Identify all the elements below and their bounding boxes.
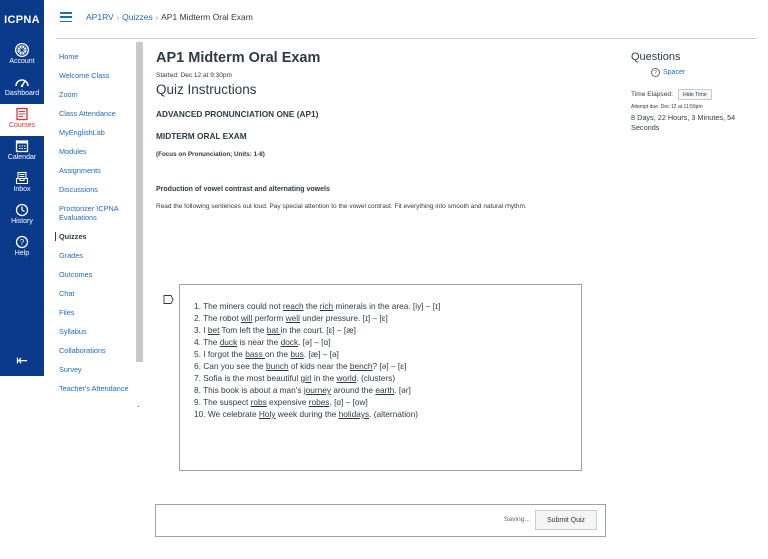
target-word: reach	[282, 301, 304, 311]
course-nav-item[interactable]: Home	[59, 52, 79, 61]
reading-instructions: Read the following sentences out loud. Pay special attention to the vowel contrast. Fit everything into smooth and natural rhythm.	[156, 203, 527, 210]
attempt-due: Attempt due: Dec 12 at 11:59pm	[631, 104, 703, 110]
global-nav-label: Dashboard	[4, 90, 40, 97]
sentence-text: 7. Sofia is the most beautiful	[194, 373, 301, 383]
target-word: will	[240, 313, 253, 323]
scroll-down-icon[interactable]: ⌄	[136, 403, 142, 409]
sentence-item	[194, 372, 440, 384]
course-nav-item[interactable]: Collaborations	[59, 346, 106, 355]
quiz-sidebar	[631, 51, 761, 133]
target-word: journey	[303, 385, 332, 395]
course-name: ADVANCED PRONUNCIATION ONE (AP1)	[156, 109, 319, 119]
sentence-text: . [ɑ] – [ow]	[329, 397, 368, 407]
instructions-heading: Quiz Instructions	[156, 82, 257, 97]
hide-time-button[interactable]: Hide Time	[678, 89, 712, 100]
course-nav-item[interactable]: Chat	[59, 289, 75, 298]
svg-text:?: ?	[19, 238, 25, 247]
course-nav-item[interactable]: Survey	[59, 365, 82, 374]
target-word: earth	[375, 385, 395, 395]
sentence-item	[194, 324, 440, 336]
collapse-nav-icon[interactable]: ⇤	[16, 352, 28, 368]
breadcrumb	[86, 12, 253, 22]
dashboard-icon	[13, 74, 31, 90]
sentence-text: 3. I	[194, 325, 208, 335]
course-nav-item[interactable]: Teacher's Attendance	[59, 384, 129, 393]
calendar-icon	[13, 138, 31, 154]
target-word: robs	[250, 397, 267, 407]
question-mark-icon: ?	[651, 68, 660, 77]
spacer-label[interactable]: Spacer	[663, 69, 686, 76]
global-nav-label: Account	[9, 58, 35, 65]
sentence-text: . [ər]	[394, 385, 411, 395]
course-navigation	[59, 52, 139, 403]
global-nav-history[interactable]	[0, 200, 44, 232]
sentence-text: under pressure. [ɪ] – [ɛ]	[299, 313, 388, 323]
global-nav-inbox[interactable]	[0, 168, 44, 200]
target-word: bass	[245, 349, 266, 359]
global-nav-label: Help	[14, 250, 30, 257]
sentence-text: week during the	[275, 409, 339, 419]
global-navigation	[0, 0, 44, 376]
submit-bar	[155, 504, 606, 537]
target-word: bunch	[265, 361, 289, 371]
sentence-text: . (alternation)	[369, 409, 419, 419]
sentence-text: . (clusters)	[356, 373, 396, 383]
sentence-text: expensive	[266, 397, 309, 407]
target-word: rich	[319, 301, 334, 311]
sentence-text: 1. The miners could not	[194, 301, 283, 311]
sentence-text: . [ə] – [ɑ]	[298, 337, 331, 347]
timer-row	[631, 89, 761, 100]
question-link-spacer[interactable]	[651, 68, 761, 77]
question-box	[179, 284, 582, 471]
course-nav-item[interactable]: Files	[59, 308, 75, 317]
sentence-text: 2. The robot	[194, 313, 241, 323]
sentence-text: on the	[265, 349, 291, 359]
questions-title: Questions	[631, 51, 681, 63]
inbox-icon	[13, 170, 31, 186]
course-nav-item[interactable]: Grades	[59, 251, 83, 260]
global-nav-label: Courses	[8, 122, 36, 129]
history-icon	[13, 202, 31, 218]
course-nav-item[interactable]: Welcome Class	[59, 71, 110, 80]
global-nav-calendar[interactable]	[0, 136, 44, 168]
sentence-text: 10. We celebrate	[194, 409, 259, 419]
course-nav-scrollbar[interactable]	[136, 42, 143, 408]
global-nav-dashboard[interactable]	[0, 72, 44, 104]
global-nav-account[interactable]	[0, 40, 44, 72]
global-nav-label: Calendar	[7, 154, 37, 161]
header-divider	[56, 38, 756, 39]
course-nav-item[interactable]: Syllabus	[59, 327, 87, 336]
sentence-item	[194, 384, 440, 396]
sentence-item	[194, 360, 440, 372]
flag-question-icon[interactable]	[163, 291, 174, 300]
course-nav-item[interactable]: Class Attendance	[59, 109, 116, 118]
sentence-item	[194, 336, 440, 348]
course-nav-item[interactable]: Zoom	[59, 90, 78, 99]
sentence-text: the	[303, 301, 320, 311]
sentence-text: perform	[252, 313, 286, 323]
target-word: bet	[207, 325, 220, 335]
course-nav-item[interactable]: Quizzes	[55, 232, 139, 241]
target-word: well	[285, 313, 300, 323]
course-nav-item[interactable]: MyEnglishLab	[59, 128, 105, 137]
target-word: girl	[300, 373, 312, 383]
sentence-text: of kids near the	[288, 361, 350, 371]
sentence-list	[194, 300, 440, 420]
target-word: holidays	[338, 409, 370, 419]
page-header	[44, 0, 768, 38]
global-nav-label: History	[11, 218, 33, 225]
time-elapsed-value: 8 Days, 22 Hours, 3 Minutes, 54 Seconds	[631, 113, 736, 132]
started-timestamp: Started: Dec 12 at 9:30pm	[156, 72, 232, 79]
chevron-right-icon: ›	[155, 15, 159, 22]
sentence-text: minerals in the area. [iy] – [ɪ]	[333, 301, 441, 311]
chevron-right-icon: ›	[116, 15, 120, 22]
course-nav-item[interactable]: Proctorizer ICPNA Evaluations	[59, 204, 119, 222]
sentence-text: 4. The	[194, 337, 220, 347]
submit-quiz-button[interactable]: Submit Quiz	[535, 510, 597, 530]
sentence-text: 6. Can you see the	[194, 361, 266, 371]
global-nav-help[interactable]	[0, 232, 44, 264]
exam-name: MIDTERM ORAL EXAM	[156, 131, 247, 141]
course-nav-item[interactable]: Modules	[59, 147, 87, 156]
sentence-text: around the	[331, 385, 376, 395]
sentence-text: 8. This book is about a man's	[194, 385, 304, 395]
target-word: dock	[280, 337, 299, 347]
sentence-text: . [æ] – [ə]	[303, 349, 339, 359]
sentence-text: in the court. [ɛ] – [æ]	[280, 325, 356, 335]
quiz-content	[156, 50, 606, 212]
page-title: AP1 Midterm Oral Exam	[156, 50, 321, 66]
sentence-item	[194, 312, 440, 324]
sentence-item	[194, 300, 440, 312]
sentence-item	[194, 396, 440, 408]
icpna-logo[interactable]: ICPNA	[4, 14, 40, 26]
sentence-item	[194, 408, 440, 420]
saving-status: Saving...	[503, 516, 530, 523]
sentence-text: in the	[311, 373, 337, 383]
course-nav-item[interactable]: Assignments	[59, 166, 101, 175]
global-nav-courses[interactable]	[0, 104, 44, 136]
account-icon	[13, 42, 31, 58]
help-icon	[13, 234, 31, 250]
course-nav-item[interactable]: Outcomes	[59, 270, 93, 279]
course-nav-item[interactable]: Discussions	[59, 185, 98, 194]
target-word: bat	[266, 325, 281, 335]
breadcrumb-quizzes[interactable]: Quizzes	[122, 12, 153, 22]
courses-icon	[13, 106, 31, 122]
section-heading: Production of vowel contrast and alternating vowels	[156, 186, 330, 193]
target-word: robes	[308, 397, 330, 407]
sentence-item	[194, 348, 440, 360]
breadcrumb-current: AP1 Midterm Oral Exam	[161, 12, 253, 22]
exam-focus: (Focus on Pronunciation; Units: 1-8)	[156, 151, 265, 158]
time-elapsed-label: Time Elapsed:	[631, 91, 673, 98]
target-word: Holy	[258, 409, 276, 419]
target-word: world	[336, 373, 357, 383]
hamburger-menu-icon[interactable]	[60, 12, 72, 22]
sentence-text: 5. I forgot the	[194, 349, 246, 359]
sentence-text: 9. The suspect	[194, 397, 251, 407]
target-word: bench	[349, 361, 373, 371]
sentence-text: ? [ə] – [ɛ]	[372, 361, 407, 371]
global-nav-label: Inbox	[13, 186, 31, 193]
target-word: duck	[219, 337, 238, 347]
breadcrumb-course[interactable]: AP1RV	[86, 12, 114, 22]
target-word: bus	[290, 349, 304, 359]
scrollbar-thumb[interactable]	[136, 42, 143, 362]
sentence-text: is near the	[237, 337, 281, 347]
sentence-text: Tom left the	[219, 325, 267, 335]
